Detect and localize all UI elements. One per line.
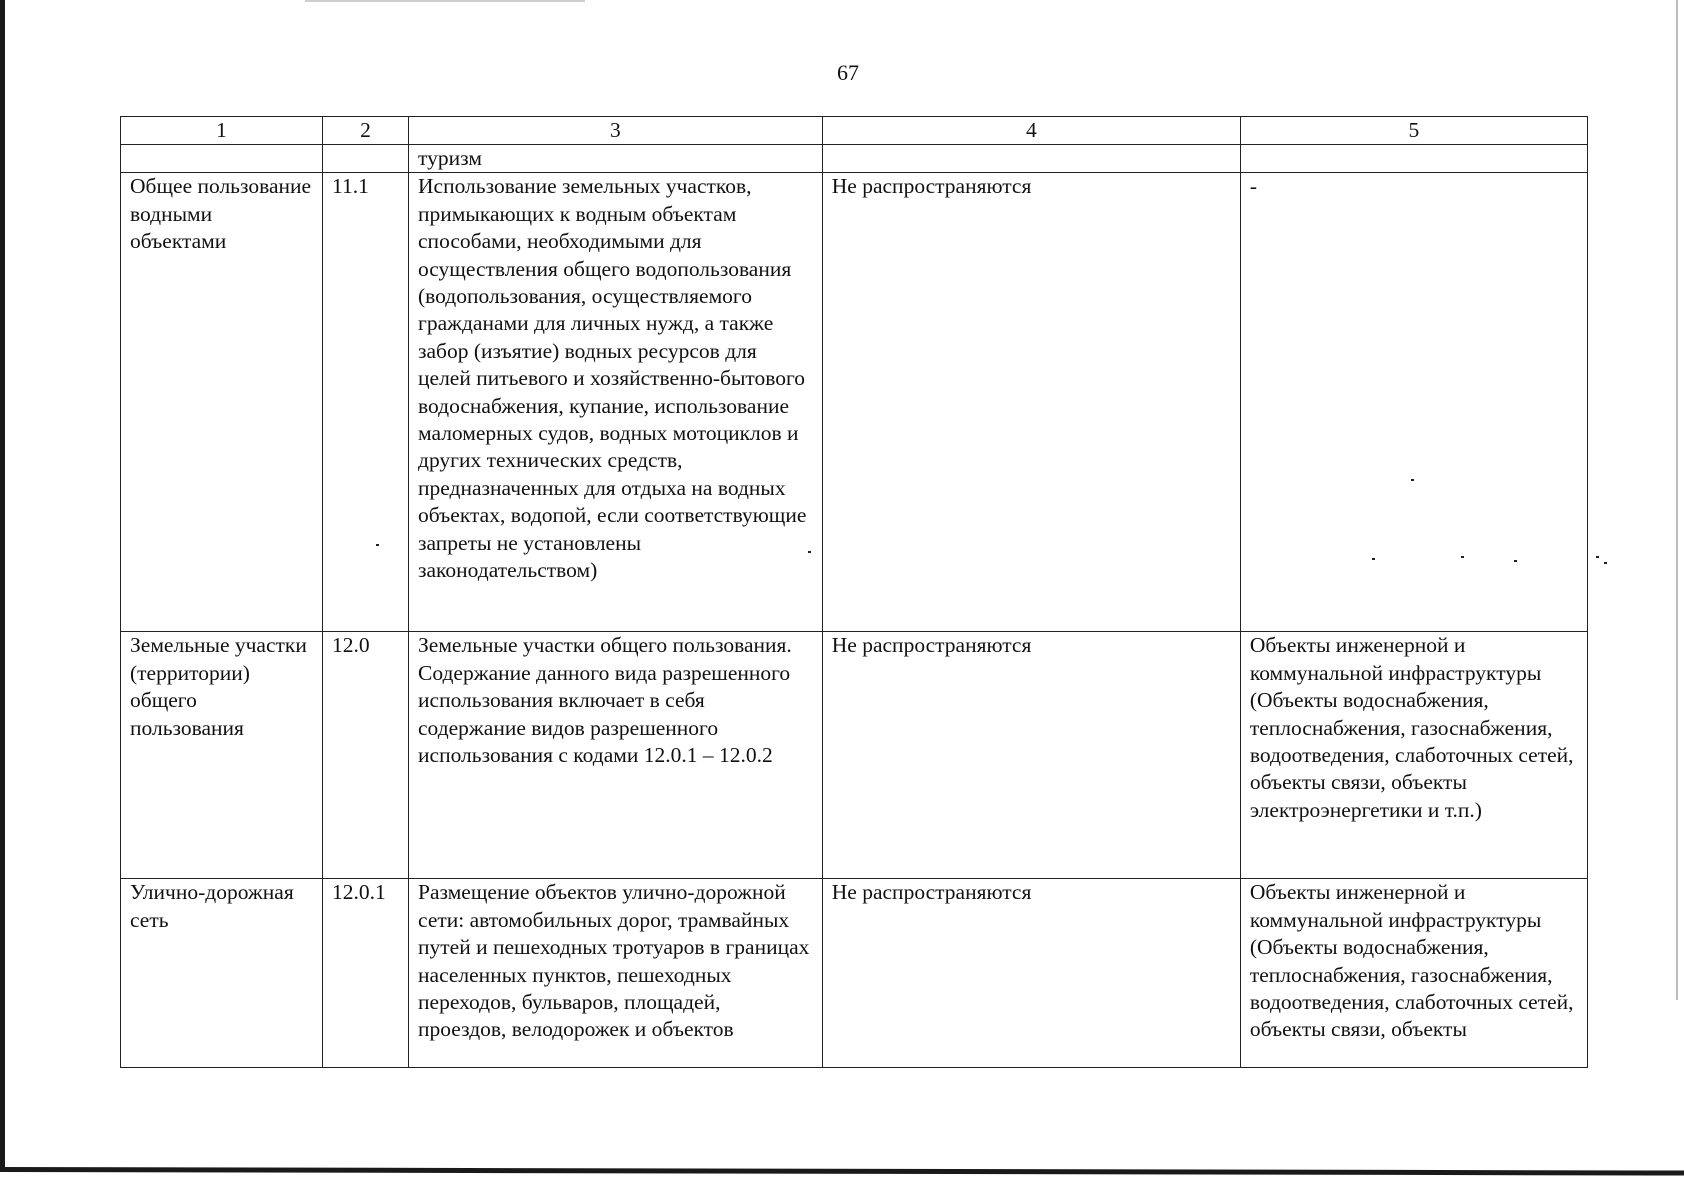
use-name-cell: Улично-дорожная сеть bbox=[121, 879, 323, 1068]
scan-speck bbox=[1596, 556, 1599, 558]
use-description-cell: Использование земельных участков, примыкающих к водным объектам способами, необходимыми для осуществления общего водопользования (водопользования, осуществляемого гражданами для личных нужд, а также забор (изъятие) водных ресурсов для целей питьевого и хозяйственно-бытового водоснабжения, купание, использование маломерных судов, водных мотоциклов и других технических средств, предназначенных для отдыха на водных объектах, водопой, если соответствующие запреты не установлены законодательством) bbox=[409, 173, 823, 632]
column-number-1: 1 bbox=[121, 117, 323, 145]
scan-speck bbox=[1461, 556, 1464, 558]
column-number-3: 3 bbox=[409, 117, 823, 145]
column-number-2: 2 bbox=[323, 117, 409, 145]
table-row-continuation bbox=[121, 145, 1588, 173]
use-description-cell: Размещение объектов улично-дорожной сети: автомобильных дорог, трамвайных путей и пешеходных тротуаров в границах населенных пунктов, пешеходных переходов, бульваров, площадей, проездов, велодорожек и объектов bbox=[409, 879, 823, 1068]
use-code-cell: 12.0 bbox=[323, 632, 409, 879]
use-description-cell: туризм bbox=[409, 145, 823, 173]
use-name-cell: Общее пользование водными объектами bbox=[121, 173, 323, 632]
land-use-table bbox=[120, 116, 1588, 1068]
objects-cell: - bbox=[1240, 173, 1587, 632]
table-header-row bbox=[121, 117, 1588, 145]
use-description-cell: Земельные участки общего пользования. Содержание данного вида разрешенного использования включает в себя содержание видов разрешенного использования с кодами 12.0.1 – 12.0.2 bbox=[409, 632, 823, 879]
scan-artifact-top bbox=[305, 0, 585, 2]
page-number: 67 bbox=[837, 60, 859, 85]
scan-speck bbox=[1514, 560, 1517, 562]
limits-cell: Не распространяются bbox=[822, 173, 1240, 632]
scan-edge-right bbox=[1676, 0, 1678, 1000]
table-row bbox=[121, 632, 1588, 879]
scan-speck bbox=[376, 544, 379, 546]
use-code-cell: 12.0.1 bbox=[323, 879, 409, 1068]
limits-cell: Не распространяются bbox=[822, 632, 1240, 879]
table-row bbox=[121, 879, 1588, 1068]
objects-cell bbox=[1240, 145, 1587, 173]
scan-edge-bottom bbox=[0, 1167, 1684, 1176]
scan-speck bbox=[808, 551, 811, 553]
scan-speck bbox=[1372, 558, 1375, 560]
use-code-cell bbox=[323, 145, 409, 173]
scan-speck bbox=[1411, 479, 1414, 481]
limits-cell: Не распространяются bbox=[822, 879, 1240, 1068]
table-row bbox=[121, 173, 1588, 632]
scan-edge-left bbox=[0, 0, 5, 1172]
objects-cell: Объекты инженерной и коммунальной инфраструктуры (Объекты водоснабжения, теплоснабжения, газоснабжения, водоотведения, слаботочных сетей, объекты связи, объекты bbox=[1240, 879, 1587, 1068]
use-code-cell: 11.1 bbox=[323, 173, 409, 632]
use-name-cell bbox=[121, 145, 323, 173]
scan-speck bbox=[1604, 562, 1607, 564]
use-name-cell: Земельные участки (территории) общего пользования bbox=[121, 632, 323, 879]
column-number-5: 5 bbox=[1240, 117, 1587, 145]
column-number-4: 4 bbox=[822, 117, 1240, 145]
limits-cell bbox=[822, 145, 1240, 173]
objects-cell: Объекты инженерной и коммунальной инфраструктуры (Объекты водоснабжения, теплоснабжения, газоснабжения, водоотведения, слаботочных сетей, объекты связи, объекты электроэнергетики и т.п.) bbox=[1240, 632, 1587, 879]
